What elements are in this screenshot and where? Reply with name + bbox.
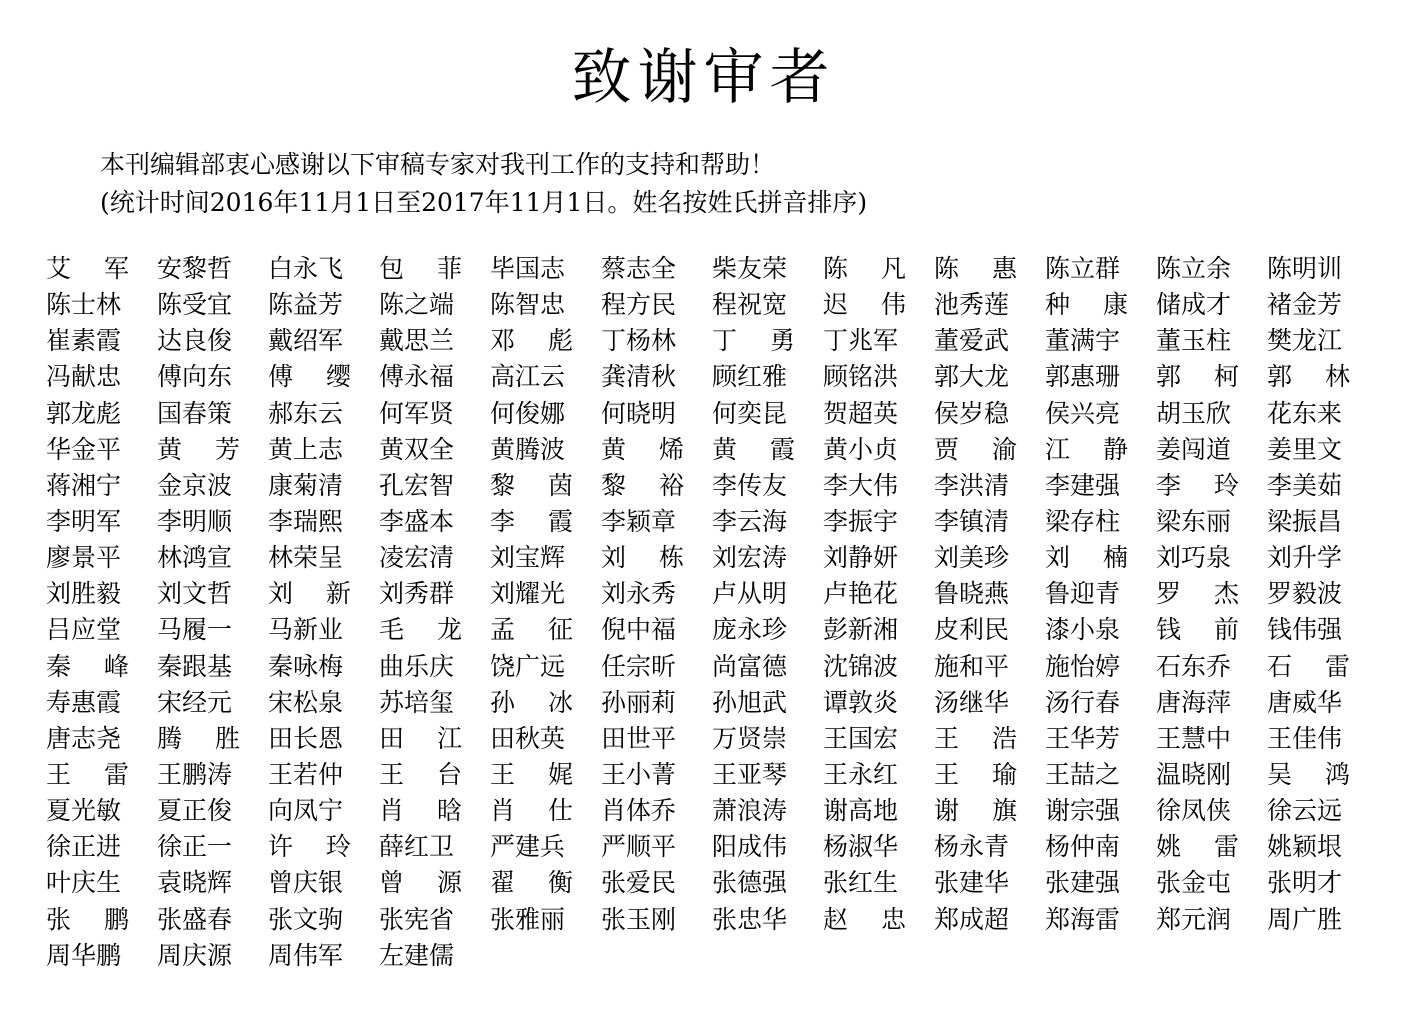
reviewer-name: 王永红	[823, 759, 899, 789]
reviewer-name: 唐海萍	[1156, 687, 1232, 717]
reviewer-name: 陈立余	[1156, 254, 1232, 283]
reviewer-name: 郑成超	[934, 904, 1010, 934]
reviewer-name: 刘美珍	[934, 543, 1010, 573]
reviewer-name: 何晓明	[601, 398, 677, 428]
reviewer-name: 丁 勇	[712, 326, 795, 356]
reviewer-name: 刘文哲	[157, 579, 233, 609]
reviewer-name: 毕国志	[490, 254, 566, 283]
reviewer-name: 肖 晗	[379, 796, 462, 826]
reviewer-name: 李振宇	[823, 506, 899, 536]
reviewer-name: 周华鹏	[46, 940, 122, 970]
reviewer-name: 傅向东	[157, 362, 233, 392]
reviewer-name: 董爱武	[934, 326, 1010, 356]
reviewer-name: 张盛春	[157, 904, 233, 934]
reviewer-name: 谢 旗	[934, 796, 1017, 826]
reviewer-name: 丁兆军	[823, 326, 899, 356]
reviewer-name: 梁东丽	[1156, 506, 1232, 536]
reviewer-name: 王国宏	[823, 723, 899, 753]
reviewer-name: 白永飞	[268, 254, 344, 283]
reviewer-name: 种 康	[1045, 290, 1128, 320]
reviewer-name: 翟 衡	[490, 868, 573, 898]
reviewer-name: 蒋湘宁	[46, 470, 122, 500]
reviewer-name: 陈明训	[1267, 254, 1343, 283]
reviewer-name: 王若仲	[268, 759, 344, 789]
reviewer-name: 饶广远	[490, 651, 566, 681]
reviewer-name: 万贤崇	[712, 723, 788, 753]
reviewer-name: 孙丽莉	[601, 687, 677, 717]
reviewer-name: 左建儒	[379, 940, 455, 970]
reviewer-name: 董满宇	[1045, 326, 1121, 356]
reviewer-name: 阳成伟	[712, 832, 788, 862]
reviewer-name: 苏培玺	[379, 687, 455, 717]
reviewer-name: 郝东云	[268, 398, 344, 428]
reviewer-name: 黎 茵	[490, 470, 573, 500]
reviewer-name: 刘静妍	[823, 543, 899, 573]
reviewer-name: 王慧中	[1156, 723, 1232, 753]
reviewer-name: 徐凤侠	[1156, 796, 1232, 826]
reviewer-name: 石 雷	[1267, 651, 1350, 681]
reviewer-name: 李 霞	[490, 506, 573, 536]
reviewer-name: 傅永福	[379, 362, 455, 392]
reviewer-name: 任宗昕	[601, 651, 677, 681]
reviewer-name: 赵 忠	[823, 904, 906, 934]
reviewer-name: 许 玲	[268, 832, 351, 862]
reviewer-name: 王亚琴	[712, 759, 788, 789]
reviewer-name-grid	[46, 251, 1366, 974]
reviewer-name: 郑海雷	[1045, 904, 1121, 934]
reviewer-name: 张雅丽	[490, 904, 566, 934]
reviewer-name: 鲁晓燕	[934, 579, 1010, 609]
reviewer-name: 郑元润	[1156, 904, 1232, 934]
reviewer-name: 陈士林	[46, 290, 122, 320]
reviewer-name: 吕应堂	[46, 615, 122, 645]
reviewer-name: 肖体乔	[601, 796, 677, 826]
reviewer-name: 唐志尧	[46, 723, 122, 753]
reviewer-name: 王 雷	[46, 759, 129, 789]
reviewer-name: 李明顺	[157, 506, 233, 536]
reviewer-name: 孔宏智	[379, 470, 455, 500]
reviewer-name: 程祝宽	[712, 290, 788, 320]
reviewer-name: 姚颖垠	[1267, 832, 1343, 862]
reviewer-name: 严建兵	[490, 832, 566, 862]
reviewer-name: 李 玲	[1156, 470, 1239, 500]
reviewer-name: 花东来	[1267, 398, 1343, 428]
reviewer-name: 曾 源	[379, 868, 462, 898]
reviewer-name: 施和平	[934, 651, 1010, 681]
reviewer-name: 杨仲南	[1045, 832, 1121, 862]
reviewer-name: 王华芳	[1045, 723, 1121, 753]
reviewer-name: 李颖章	[601, 506, 677, 536]
reviewer-name: 卢艳花	[823, 579, 899, 609]
reviewer-name: 邓 彪	[490, 326, 573, 356]
reviewer-name: 鲁迎青	[1045, 579, 1121, 609]
reviewer-name: 董玉柱	[1156, 326, 1232, 356]
reviewer-name: 池秀莲	[934, 290, 1010, 320]
reviewer-name: 王小菁	[601, 759, 677, 789]
reviewer-name: 陈 惠	[934, 254, 1017, 283]
reviewer-name: 李盛本	[379, 506, 455, 536]
reviewer-name: 宋经元	[157, 687, 233, 717]
reviewer-name: 刘 新	[268, 579, 351, 609]
reviewer-name: 华金平	[46, 434, 122, 464]
reviewer-name: 安黎哲	[157, 254, 233, 283]
reviewer-name: 腾 胜	[157, 723, 240, 753]
reviewer-name: 向凤宁	[268, 796, 344, 826]
reviewer-name: 龚清秋	[601, 362, 677, 392]
reviewer-name: 廖景平	[46, 543, 122, 573]
reviewer-name: 褚金芳	[1267, 290, 1343, 320]
reviewer-name: 侯兴亮	[1045, 398, 1121, 428]
reviewer-name: 刘秀群	[379, 579, 455, 609]
reviewer-name: 倪中福	[601, 615, 677, 645]
reviewer-name: 何军贤	[379, 398, 455, 428]
reviewer-name: 李洪清	[934, 470, 1010, 500]
reviewer-name: 陈 凡	[823, 254, 906, 283]
reviewer-name: 刘宏涛	[712, 543, 788, 573]
reviewer-name: 张建强	[1045, 868, 1121, 898]
reviewer-name: 郭惠珊	[1045, 362, 1121, 392]
reviewer-name: 张红生	[823, 868, 899, 898]
reviewer-name: 江 静	[1045, 434, 1128, 464]
reviewer-name: 罗毅波	[1267, 579, 1343, 609]
reviewer-name: 彭新湘	[823, 615, 899, 645]
reviewer-name: 张玉刚	[601, 904, 677, 934]
reviewer-name: 李瑞熙	[268, 506, 344, 536]
reviewer-name: 王喆之	[1045, 759, 1121, 789]
reviewer-name: 张文驹	[268, 904, 344, 934]
reviewer-name: 林荣呈	[268, 543, 344, 573]
reviewer-name: 汤行春	[1045, 687, 1121, 717]
reviewer-name: 柴友荣	[712, 254, 788, 283]
reviewer-name: 王 台	[379, 759, 462, 789]
reviewer-name: 黄 芳	[157, 434, 240, 464]
reviewer-name: 秦咏梅	[268, 651, 344, 681]
reviewer-name: 周伟军	[268, 940, 344, 970]
reviewer-name: 杨永青	[934, 832, 1010, 862]
reviewer-name: 袁晓辉	[157, 868, 233, 898]
reviewer-name: 国春策	[157, 398, 233, 428]
reviewer-name: 冯献忠	[46, 362, 122, 392]
reviewer-name: 尚富德	[712, 651, 788, 681]
reviewer-name: 张建华	[934, 868, 1010, 898]
reviewer-name: 石东乔	[1156, 651, 1232, 681]
reviewer-name: 刘耀光	[490, 579, 566, 609]
reviewer-name: 周庆源	[157, 940, 233, 970]
reviewer-name: 王 娓	[490, 759, 573, 789]
reviewer-name: 李云海	[712, 506, 788, 536]
reviewer-name: 陈立群	[1045, 254, 1121, 283]
reviewer-name: 李建强	[1045, 470, 1121, 500]
reviewer-name: 胡玉欣	[1156, 398, 1232, 428]
reviewer-name: 黄 烯	[601, 434, 684, 464]
reviewer-name: 侯岁稳	[934, 398, 1010, 428]
intro-line-thanks: 本刊编辑部衷心感谢以下审稿专家对我刊工作的支持和帮助！	[100, 150, 776, 179]
reviewer-name: 杨淑华	[823, 832, 899, 862]
reviewer-name: 李传友	[712, 470, 788, 500]
reviewer-name: 姚 雷	[1156, 832, 1239, 862]
reviewer-name: 谢高地	[823, 796, 899, 826]
reviewer-name: 傅 缨	[268, 362, 351, 392]
reviewer-name: 谭敦炎	[823, 687, 899, 717]
reviewer-name: 陈之端	[379, 290, 455, 320]
reviewer-name: 张明才	[1267, 868, 1343, 898]
reviewer-name: 卢从明	[712, 579, 788, 609]
reviewer-name: 樊龙江	[1267, 326, 1343, 356]
reviewer-name: 郭 柯	[1156, 362, 1239, 392]
reviewer-name: 田秋英	[490, 723, 566, 753]
reviewer-name: 马履一	[157, 615, 233, 645]
reviewer-name: 黄上志	[268, 434, 344, 464]
reviewer-name: 张金屯	[1156, 868, 1232, 898]
reviewer-name: 刘宝辉	[490, 543, 566, 573]
reviewer-name: 何奕昆	[712, 398, 788, 428]
reviewer-name: 徐正一	[157, 832, 233, 862]
reviewer-name: 孙 冰	[490, 687, 573, 717]
reviewer-name: 施怡婷	[1045, 651, 1121, 681]
reviewer-name: 唐威华	[1267, 687, 1343, 717]
reviewer-name: 储成才	[1156, 290, 1232, 320]
reviewer-name: 马新业	[268, 615, 344, 645]
reviewer-name: 张爱民	[601, 868, 677, 898]
reviewer-name: 姜闯道	[1156, 434, 1232, 464]
reviewer-name: 叶庆生	[46, 868, 122, 898]
reviewer-name: 刘永秀	[601, 579, 677, 609]
reviewer-name: 刘 栋	[601, 543, 684, 573]
reviewer-name: 王佳伟	[1267, 723, 1343, 753]
reviewer-name: 林鸿宣	[157, 543, 233, 573]
reviewer-name: 李美茹	[1267, 470, 1343, 500]
reviewer-name: 王 瑜	[934, 759, 1017, 789]
reviewer-name: 郭 林	[1267, 362, 1350, 392]
reviewer-name: 郭龙彪	[46, 398, 122, 428]
reviewer-name: 钱 前	[1156, 615, 1239, 645]
reviewer-name: 皮利民	[934, 615, 1010, 645]
reviewer-name: 徐云远	[1267, 796, 1343, 826]
reviewer-name: 贺超英	[823, 398, 899, 428]
reviewer-name: 顾红雅	[712, 362, 788, 392]
reviewer-name: 黄双全	[379, 434, 455, 464]
reviewer-name: 何俊娜	[490, 398, 566, 428]
reviewer-name: 贾 渝	[934, 434, 1017, 464]
reviewer-name: 曲乐庆	[379, 651, 455, 681]
reviewer-name: 凌宏清	[379, 543, 455, 573]
reviewer-name: 萧浪涛	[712, 796, 788, 826]
reviewer-name: 吴 鸿	[1267, 759, 1350, 789]
reviewer-name: 蔡志全	[601, 254, 677, 283]
reviewer-name: 黄腾波	[490, 434, 566, 464]
reviewer-name: 田长恩	[268, 723, 344, 753]
reviewer-name: 黎 裕	[601, 470, 684, 500]
reviewer-name: 高江云	[490, 362, 566, 392]
reviewer-name: 顾铭洪	[823, 362, 899, 392]
reviewer-name: 张德强	[712, 868, 788, 898]
reviewer-name: 秦 峰	[46, 651, 129, 681]
reviewer-name: 孙旭武	[712, 687, 788, 717]
reviewer-name: 郭大龙	[934, 362, 1010, 392]
reviewer-name: 秦跟基	[157, 651, 233, 681]
reviewer-name: 徐正进	[46, 832, 122, 862]
reviewer-name: 黄小贞	[823, 434, 899, 464]
reviewer-name: 刘升学	[1267, 543, 1343, 573]
reviewer-name: 严顺平	[601, 832, 677, 862]
reviewer-name: 沈锦波	[823, 651, 899, 681]
reviewer-name: 曾庆银	[268, 868, 344, 898]
reviewer-name: 王鹏涛	[157, 759, 233, 789]
reviewer-name: 艾 军	[46, 254, 129, 283]
reviewer-name: 田 江	[379, 723, 462, 753]
reviewer-name: 王 浩	[934, 723, 1017, 753]
reviewer-name: 金京波	[157, 470, 233, 500]
page-title: 致谢审者	[571, 43, 836, 113]
reviewer-name: 陈受宜	[157, 290, 233, 320]
reviewer-name: 黄 霞	[712, 434, 795, 464]
reviewer-name: 张 鹏	[46, 904, 129, 934]
reviewer-name: 梁振昌	[1267, 506, 1343, 536]
reviewer-name: 田世平	[601, 723, 677, 753]
reviewer-name: 崔素霞	[46, 326, 122, 356]
reviewer-name: 寿惠霞	[46, 687, 122, 717]
reviewer-name: 谢宗强	[1045, 796, 1121, 826]
reviewer-name: 丁杨林	[601, 326, 677, 356]
reviewer-name: 陈智忠	[490, 290, 566, 320]
reviewer-name: 李明军	[46, 506, 122, 536]
reviewer-name: 姜里文	[1267, 434, 1343, 464]
reviewer-name: 戴思兰	[379, 326, 455, 356]
reviewer-name: 李镇清	[934, 506, 1010, 536]
reviewer-name: 刘 楠	[1045, 543, 1128, 573]
reviewer-name: 陈益芳	[268, 290, 344, 320]
reviewer-name: 夏正俊	[157, 796, 233, 826]
reviewer-name: 庞永珍	[712, 615, 788, 645]
reviewer-name: 张忠华	[712, 904, 788, 934]
reviewer-name: 宋松泉	[268, 687, 344, 717]
reviewer-name: 包 菲	[379, 254, 462, 283]
reviewer-name: 迟 伟	[823, 290, 906, 320]
reviewer-name: 肖 仕	[490, 796, 573, 826]
reviewer-name: 达良俊	[157, 326, 233, 356]
reviewer-name: 梁存柱	[1045, 506, 1121, 536]
intro-line-period: (统计时间2016年11月1日至2017年11月1日。姓名按姓氏拼音排序)	[100, 188, 868, 217]
reviewer-name: 戴绍军	[268, 326, 344, 356]
reviewer-name: 薛红卫	[379, 832, 455, 862]
reviewer-name: 刘巧泉	[1156, 543, 1232, 573]
reviewer-name: 汤继华	[934, 687, 1010, 717]
reviewer-name: 程方民	[601, 290, 677, 320]
reviewer-name: 张宪省	[379, 904, 455, 934]
reviewer-name: 罗 杰	[1156, 579, 1239, 609]
reviewer-name: 孟 征	[490, 615, 573, 645]
intro-text	[100, 146, 1350, 222]
reviewer-name: 康菊清	[268, 470, 344, 500]
reviewer-name: 夏光敏	[46, 796, 122, 826]
reviewer-name: 毛 龙	[379, 615, 462, 645]
reviewer-name: 漆小泉	[1045, 615, 1121, 645]
reviewer-name: 温晓刚	[1156, 759, 1232, 789]
reviewer-name: 李大伟	[823, 470, 899, 500]
reviewer-name: 周广胜	[1267, 904, 1343, 934]
reviewer-name: 刘胜毅	[46, 579, 122, 609]
reviewer-name: 钱伟强	[1267, 615, 1343, 645]
